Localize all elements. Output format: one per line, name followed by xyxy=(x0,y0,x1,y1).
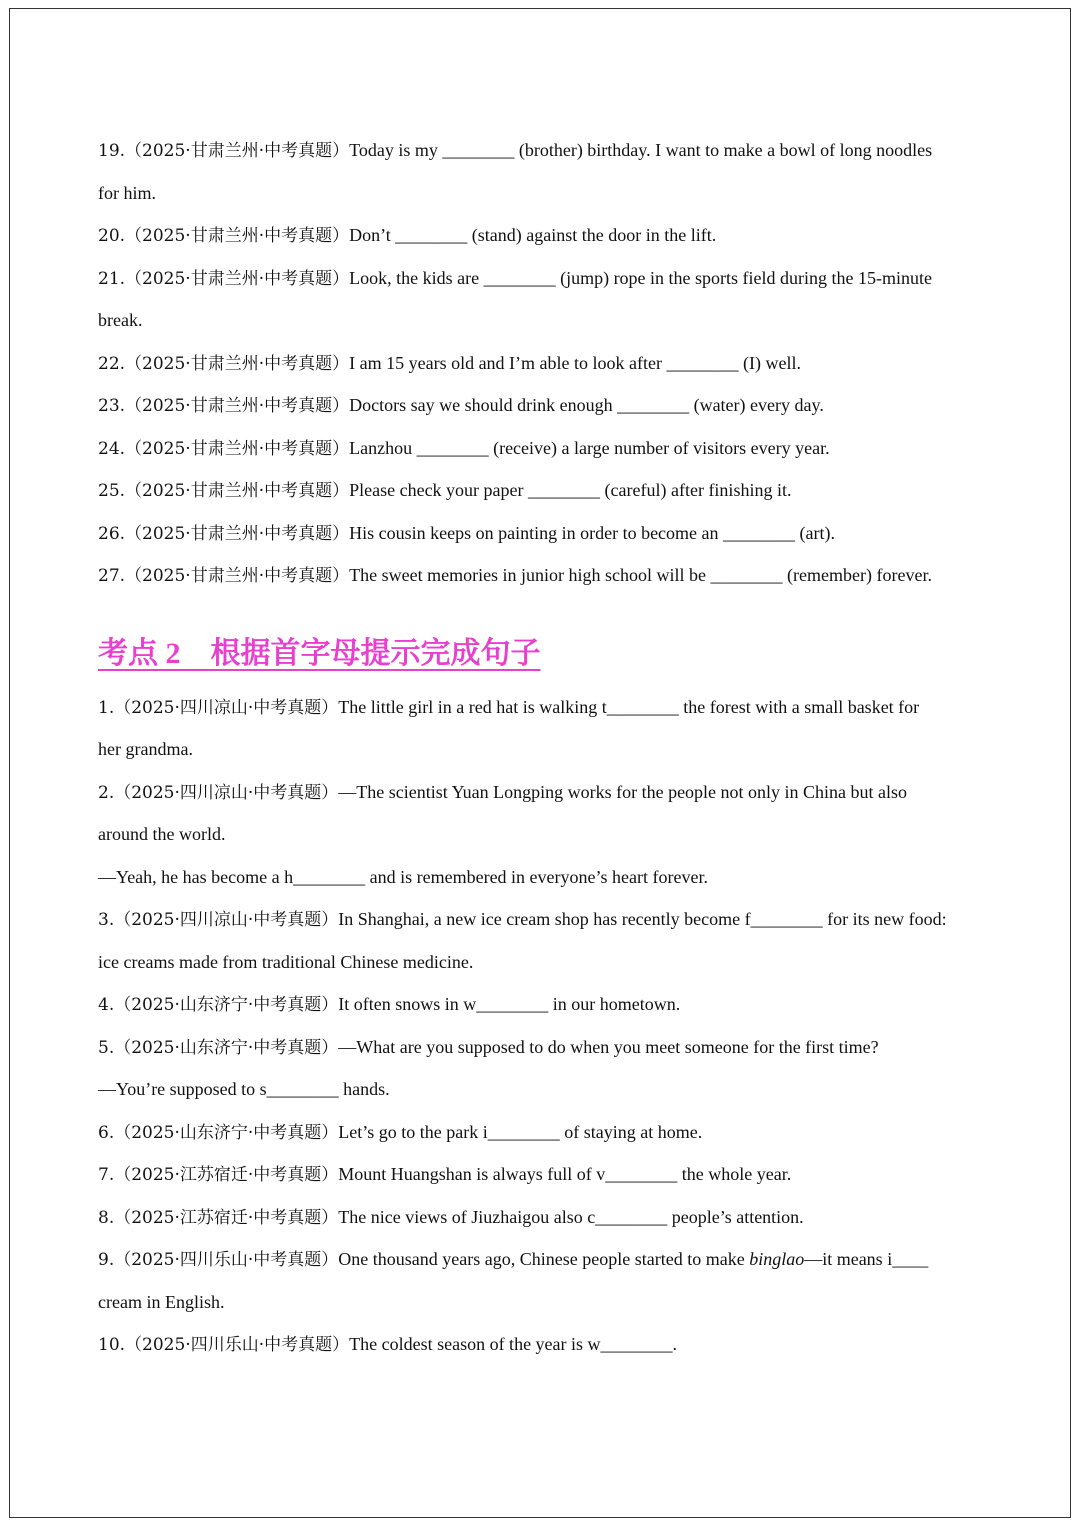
question-line xyxy=(98,1281,988,1324)
question-source: 7.（2025·江苏宿迁·中考真题） xyxy=(98,1165,339,1185)
question-text: Today is my ________ (brother) birthday. I want to make a bowl of long noodles xyxy=(349,140,933,160)
question-line xyxy=(98,1111,988,1154)
worksheet-content xyxy=(98,129,988,1366)
question-text: The little girl in a red hat is walking t________ the forest with a small basket for xyxy=(338,696,920,717)
question-line xyxy=(98,342,988,385)
question-text: The sweet memories in junior high school will be ________ (remember) forever. xyxy=(349,565,932,585)
question-source: 2.（2025·四川凉山·中考真题） xyxy=(98,782,339,803)
question-text: around the world. xyxy=(98,824,226,844)
question-source: 23.（2025·甘肃兰州·中考真题） xyxy=(98,396,350,416)
question-line xyxy=(98,1026,988,1069)
question-line xyxy=(98,856,988,899)
question-line xyxy=(98,1238,988,1281)
question-source: 9.（2025·四川乐山·中考真题） xyxy=(98,1250,339,1270)
question-source: 27.（2025·甘肃兰州·中考真题） xyxy=(98,566,350,586)
question-source: 22.（2025·甘肃兰州·中考真题） xyxy=(98,353,350,374)
question-line xyxy=(98,172,988,215)
question-source: 26.（2025·甘肃兰州·中考真题） xyxy=(98,523,350,544)
question-text: —What are you supposed to do when you meet someone for the first time? xyxy=(338,1036,879,1057)
question-text: Mount Huangshan is always full of v________ the whole year. xyxy=(338,1164,792,1184)
question-text: Let’s go to the park i________ of staying at home. xyxy=(338,1121,703,1142)
question-source: 24.（2025·甘肃兰州·中考真题） xyxy=(98,438,350,459)
question-text: One thousand years ago, Chinese people started to make xyxy=(338,1249,750,1269)
question-line xyxy=(98,983,988,1026)
question-text: break. xyxy=(98,310,143,330)
question-line xyxy=(98,299,988,342)
question-text: Please check your paper ________ (careful) after finishing it. xyxy=(349,480,792,500)
question-source: 8.（2025·江苏宿迁·中考真题） xyxy=(98,1207,339,1228)
question-text: Look, the kids are ________ (jump) rope in the sports field during the 15-minute xyxy=(349,267,932,288)
question-text: —You’re supposed to s________ hands. xyxy=(98,1079,390,1099)
question-text-end: —it means i____ xyxy=(804,1249,929,1269)
question-line xyxy=(98,1196,988,1239)
question-text: I am 15 years old and I’m able to look after ________ (I) well. xyxy=(349,352,801,373)
section-1 xyxy=(98,129,988,597)
question-text: —Yeah, he has become a h________ and is remembered in everyone’s heart forever. xyxy=(98,866,708,887)
question-line xyxy=(98,898,988,941)
question-source: 21.（2025·甘肃兰州·中考真题） xyxy=(98,268,350,289)
question-line xyxy=(98,1068,988,1111)
question-line xyxy=(98,1153,988,1196)
question-source: 1.（2025·四川凉山·中考真题） xyxy=(98,697,339,718)
question-source: 5.（2025·山东济宁·中考真题） xyxy=(98,1037,339,1058)
question-text: His cousin keeps on painting in order to become an ________ (art). xyxy=(349,522,835,543)
question-line xyxy=(98,728,988,771)
question-line xyxy=(98,686,988,729)
question-text: for him. xyxy=(98,182,156,203)
question-line xyxy=(98,469,988,512)
question-text: Don’t ________ (stand) against the door in the lift. xyxy=(349,225,717,245)
question-line xyxy=(98,257,988,300)
question-text: ice creams made from traditional Chinese medicine. xyxy=(98,951,474,972)
question-text: The coldest season of the year is w________. xyxy=(349,1334,678,1354)
question-line xyxy=(98,512,988,555)
question-line xyxy=(98,384,988,427)
question-line xyxy=(98,1323,988,1366)
question-text: Doctors say we should drink enough ________ (water) every day. xyxy=(349,395,824,415)
question-source: 19.（2025·甘肃兰州·中考真题） xyxy=(98,141,350,161)
italic-word: binglao xyxy=(749,1249,805,1269)
question-line xyxy=(98,427,988,470)
question-text: Lanzhou ________ (receive) a large number of visitors every year. xyxy=(349,437,830,458)
question-source: 25.（2025·甘肃兰州·中考真题） xyxy=(98,481,350,501)
question-text: In Shanghai, a new ice cream shop has recently become f________ for its new food: xyxy=(338,909,947,929)
question-text: It often snows in w________ in our hometown. xyxy=(338,994,681,1014)
question-source: 10.（2025·四川乐山·中考真题） xyxy=(98,1335,350,1355)
question-text: —The scientist Yuan Longping works for the people not only in China but also xyxy=(338,781,908,802)
question-source: 20.（2025·甘肃兰州·中考真题） xyxy=(98,226,350,246)
question-line xyxy=(98,129,988,172)
question-text: The nice views of Jiuzhaigou also c________ people’s attention. xyxy=(338,1206,804,1227)
section-2 xyxy=(98,686,988,1366)
question-text: her grandma. xyxy=(98,739,193,759)
section-heading: 考点 2 根据首字母提示完成句子 xyxy=(98,636,541,670)
question-line xyxy=(98,813,988,856)
question-line xyxy=(98,214,988,257)
question-source: 6.（2025·山东济宁·中考真题） xyxy=(98,1122,339,1143)
question-line xyxy=(98,941,988,984)
question-text: cream in English. xyxy=(98,1291,225,1312)
question-source: 4.（2025·山东济宁·中考真题） xyxy=(98,995,339,1015)
question-line xyxy=(98,554,988,597)
question-source: 3.（2025·四川凉山·中考真题） xyxy=(98,910,339,930)
question-line xyxy=(98,771,988,814)
